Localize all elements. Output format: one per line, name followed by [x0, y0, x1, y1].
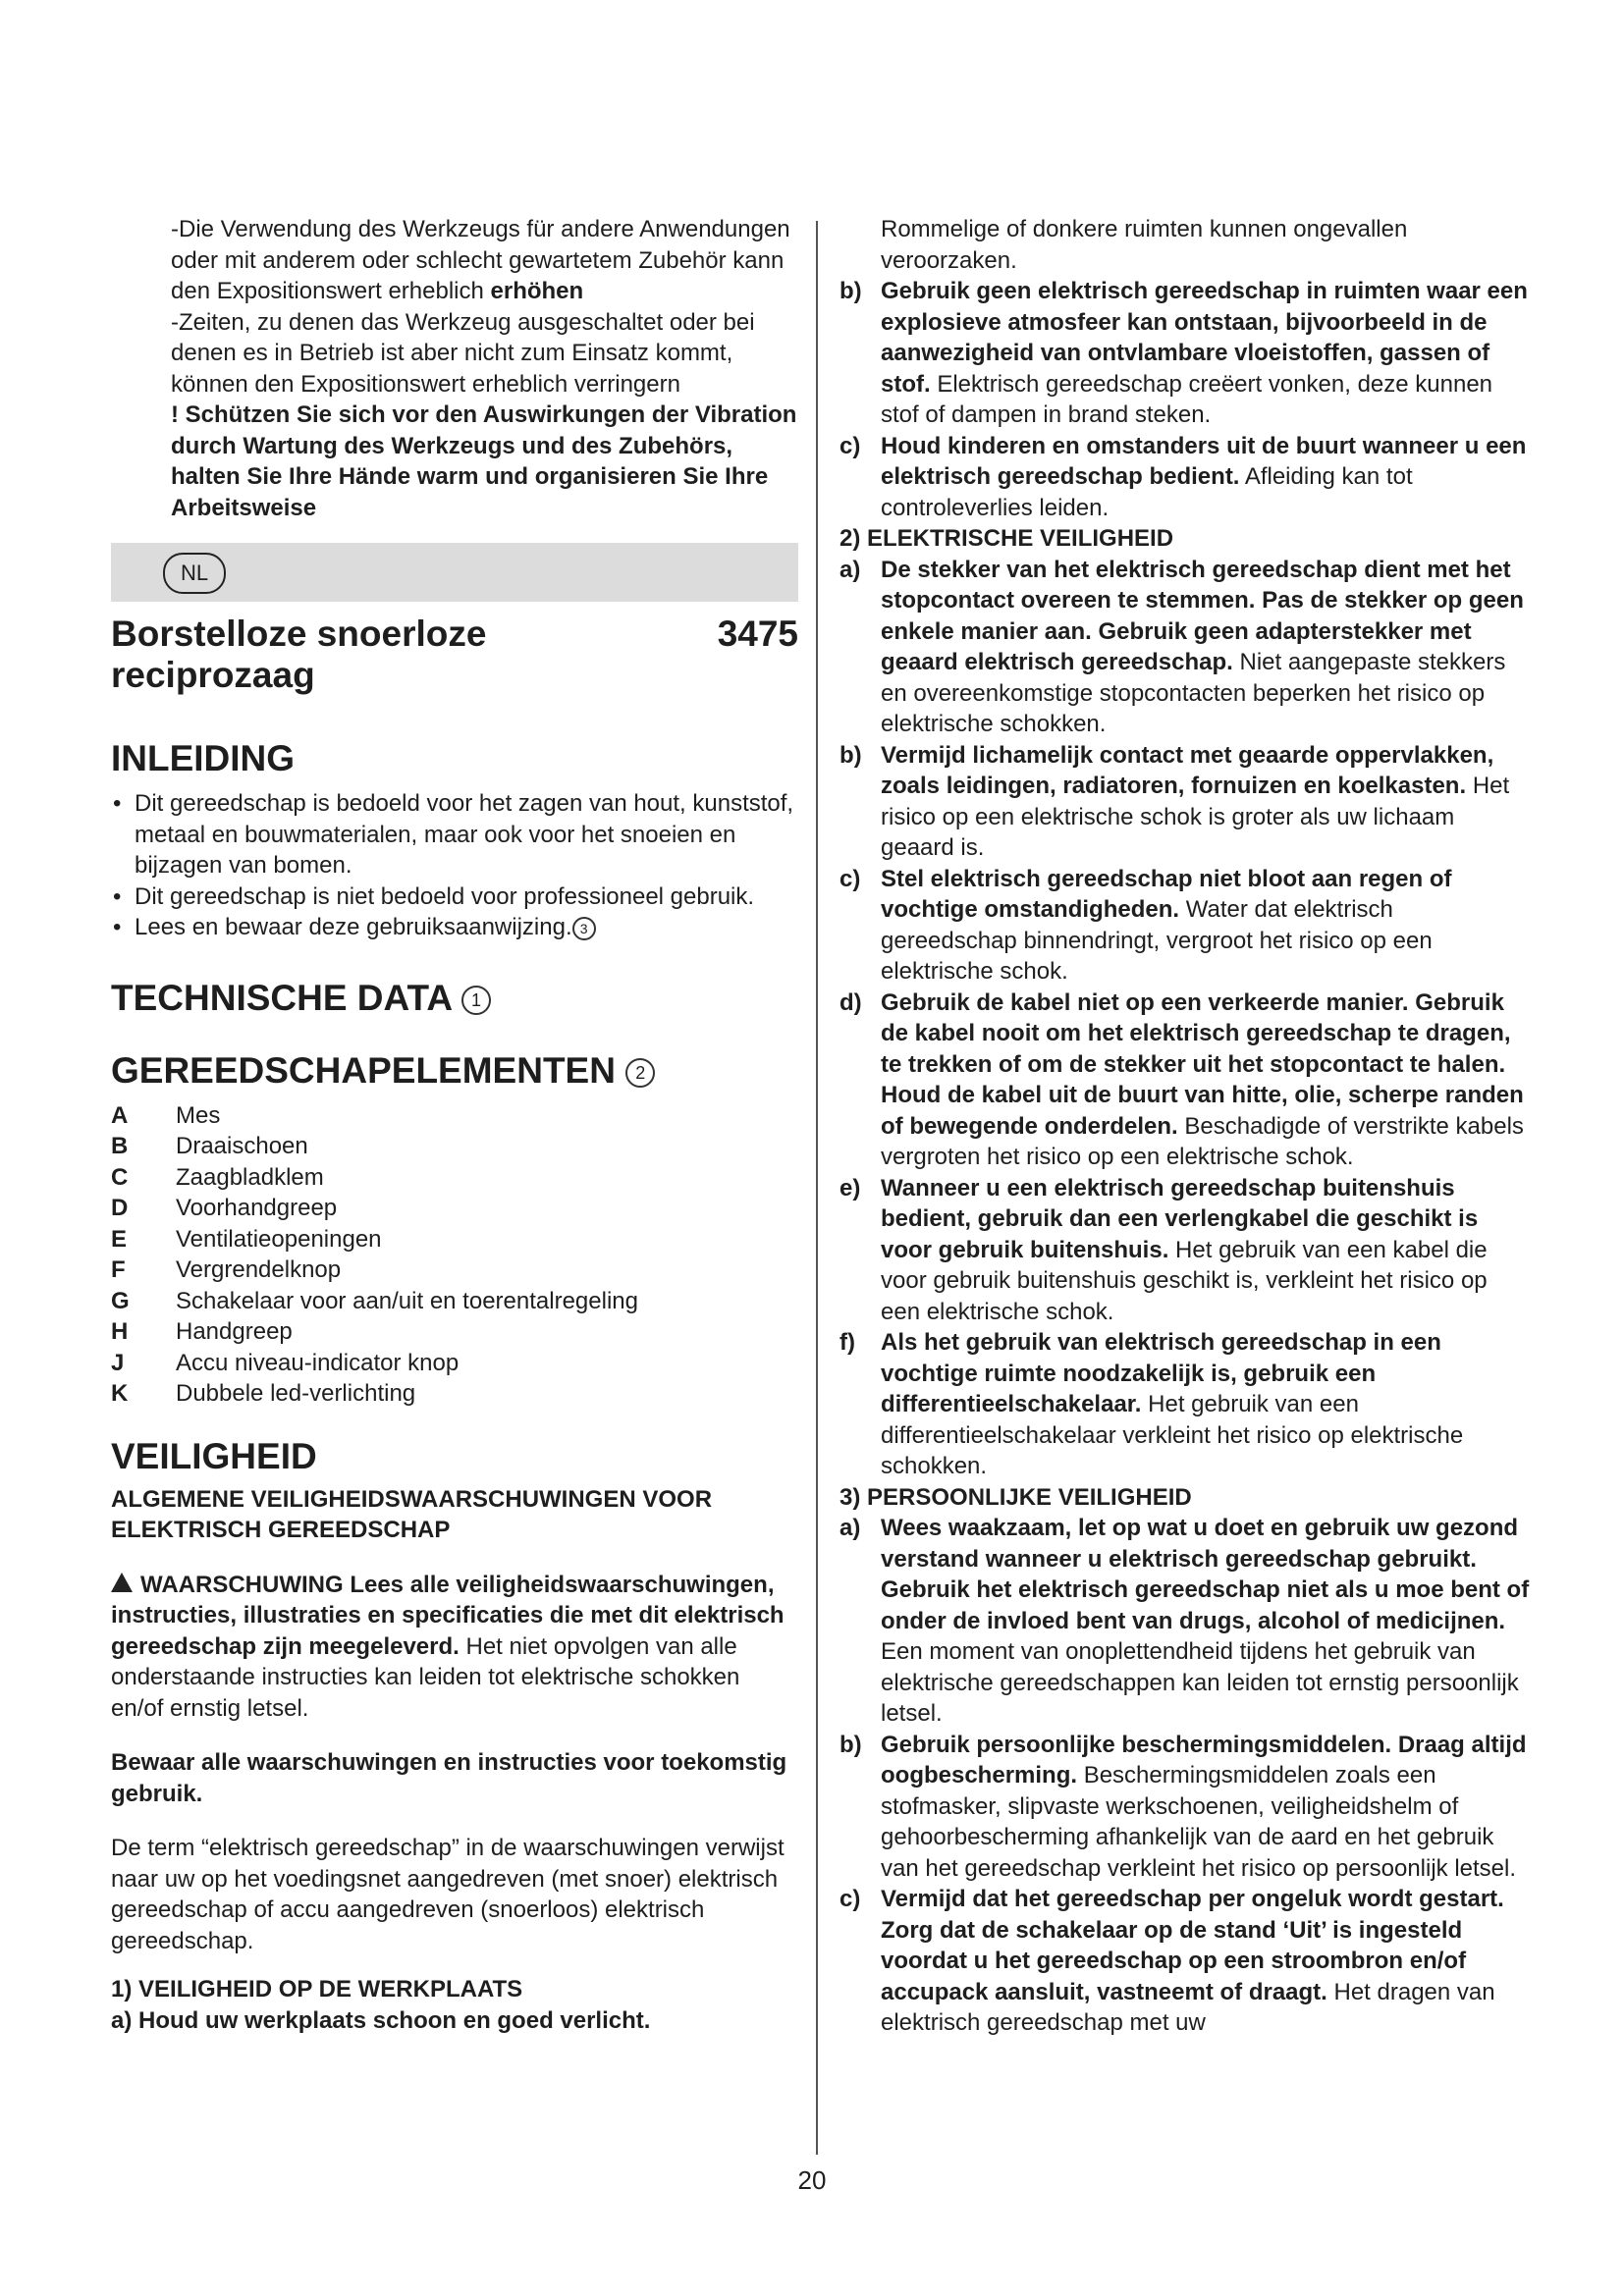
german-tail: -Die Verwendung des Werkzeugs für andere Anwendungen oder mit anderem oder schlecht gewartetem Zubehör kann den Expositionswert erheblich erhöhen -Zeiten, zu denen das Werkzeug ausgeschaltet oder bei denen es in Betrieb ist aber nicht zum Einsatz kommt, können den Expositionswert erheblich verringern ! Schützen Sie sich vor den Auswirkungen der Vibration durch Wartung des Werkzeugs und des Zubehörs, halten Sie Ihre Hände warm und organisieren Sie Ihre Arbeitsweise	[171, 216, 797, 521]
section-1a: a) Houd uw werkplaats schoon en goed verlicht.	[111, 2006, 651, 2034]
list-item: F Vergrendelknop	[111, 1256, 342, 1283]
parts-heading: GEREEDSCHAPELEMENTEN 2	[111, 1049, 798, 1093]
continued-text: Rommelige of donkere ruimten kunnen ongevallen veroorzaken.	[881, 216, 1408, 274]
list-item: b) Gebruik persoonlijke beschermingsmiddelen. Draag altijd oogbescherming. Beschermingsmiddelen zoals een stofmasker, slipvaste werkschoenen, veiligheidshelm of gehoorbescherming afhankelijk van de aard en het gebruik van het gereedschap verkleint het risico op persoonlijk letsel.	[839, 1731, 1527, 1882]
list-item: • Dit gereedschap is bedoeld voor het zagen van hout, kunststof, metaal en bouwmaterialen, maar ook voor het snoeien en bijzagen van bomen.	[111, 788, 798, 881]
list-item: • Dit gereedschap is niet bedoeld voor professioneel gebruik.	[111, 881, 798, 913]
keep-instructions: Bewaar alle waarschuwingen en instructies voor toekomstig gebruik.	[111, 1749, 787, 1807]
term-definition: De term “elektrisch gereedschap” in de waarschuwingen verwijst naar uw op het voedingsnet aangedreven (met snoer) elektrisch gereedschap of accu aangedreven (snoerloos) elektrisch gereedschap.	[111, 1835, 785, 1954]
list-item: K Dubbele led-verlichting	[111, 1380, 416, 1407]
list-item: G Schakelaar voor aan/uit en toerentalregeling	[111, 1287, 638, 1314]
list-item: A Mes	[111, 1101, 221, 1129]
warning-paragraph: WAARSCHUWING Lees alle veiligheidswaarschuwingen, instructies, illustraties en specificaties die met dit elektrisch gereedschap zijn meegeleverd. Het niet opvolgen van alle onderstaande instructies kan leiden tot elektrische schokken en/of ernstig letsel.	[111, 1571, 785, 1722]
list-item: E Ventilatieopeningen	[111, 1225, 382, 1253]
column-divider	[816, 221, 818, 2155]
list-item: f) Als het gebruik van elektrisch gereedschap in een vochtige ruimte noodzakelijk is, gebruik een differentieelschakelaar. Het gebruik van een differentieelschakelaar verkleint het risico op elektrische schokken.	[839, 1329, 1464, 1479]
section-2-heading: 2) ELEKTRISCHE VEILIGHEID	[839, 525, 1174, 552]
section-3-heading: 3) PERSOONLIJKE VEILIGHEID	[839, 1483, 1192, 1511]
list-item: D Voorhandgreep	[111, 1195, 338, 1221]
model-number: 3475	[717, 614, 798, 654]
left-column	[111, 214, 798, 2036]
safety-subheading: ALGEMENE VEILIGHEIDSWAARSCHUWINGEN VOOR ELEKTRISCH GEREEDSCHAP	[111, 1485, 713, 1543]
figure-ref-3: 3	[572, 917, 596, 940]
list-item: H Handgreep	[111, 1318, 293, 1345]
list-item: • Lees en bewaar deze gebruiksaanwijzing. 3	[111, 912, 798, 943]
list-item: C Zaagbladklem	[111, 1163, 324, 1191]
intro-list	[111, 788, 798, 943]
parts-list	[111, 1100, 798, 1410]
language-bar	[111, 543, 798, 602]
list-item: c) Stel elektrisch gereedschap niet bloot aan regen of vochtige omstandigheden. Water dat elektrisch gereedschap binnendringt, vergroot het risico op een elektrische schok.	[839, 865, 1452, 985]
list-item: c) Vermijd dat het gereedschap per ongeluk wordt gestart. Zorg dat de schakelaar op de stand ‘Uit’ is ingesteld voordat u het gereedschap op een stroombron en/of accupack aansluit, vastneemt of draagt. Het dragen van elektrisch gereedschap met uw	[839, 1886, 1504, 2036]
list-item: a) Wees waakzaam, let op wat u doet en gebruik uw gezond verstand wanneer u elektrisch gereedschap gebruikt. Gebruik het elektrisch gereedschap niet als u moe bent of onder de invloed bent van drugs, alcohol of medicijnen. Een moment van onoplettendheid tijdens het gebruik van elektrische gereedschappen kan leiden tot ernstig persoonlijk letsel.	[839, 1515, 1530, 1727]
tech-heading: TECHNISCHE DATA 1	[111, 977, 798, 1020]
list-item: d) Gebruik de kabel niet op een verkeerde manier. Gebruik de kabel nooit om het elektrisch gereedschap te dragen, te trekken of om de stekker uit het stopcontact te halen. Houd de kabel uit de buurt van hitte, olie, scherpe randen of bewegende onderdelen. Beschadigde of verstrikte kabels vergroten het risico op een elektrische schok.	[839, 988, 1524, 1170]
figure-ref-2: 2	[625, 1058, 655, 1088]
safety-heading: VEILIGHEID	[111, 1435, 317, 1476]
list-item: b) Vermijd lichamelijk contact met geaarde oppervlakken, zoals leidingen, radiatoren, fornuizen en koelkasten. Het risico op een elektrische schok is groter als uw lichaam geaard is.	[839, 741, 1510, 861]
list-item: c) Houd kinderen en omstanders uit de buurt wanneer u een elektrisch gereedschap bedient. Afleiding kan tot controleverlies leiden.	[839, 432, 1527, 521]
right-column	[839, 214, 1532, 2039]
intro-heading: INLEIDING	[111, 738, 296, 778]
page-number: 20	[797, 2165, 827, 2195]
list-item: J Accu niveau-indicator knop	[111, 1349, 460, 1376]
product-title: Borstelloze snoerloze reciprozaag 3475	[111, 614, 798, 695]
section-1-heading: 1) VEILIGHEID OP DE WERKPLAATS	[111, 1976, 523, 2002]
language-badge: NL	[163, 553, 226, 594]
list-item: B Draaischoen	[111, 1133, 308, 1159]
figure-ref-1: 1	[461, 986, 491, 1015]
list-item: b) Gebruik geen elektrisch gereedschap in ruimten waar een explosieve atmosfeer kan ontstaan, bijvoorbeeld in de aanwezigheid van ontvlambare vloeistoffen, gassen of stof. Elektrisch gereedschap creëert vonken, deze kunnen stof of dampen in brand steken.	[839, 278, 1528, 428]
list-item: e) Wanneer u een elektrisch gereedschap buitenshuis bedient, gebruik dan een verlengkabel die geschikt is voor gebruik buitenshuis. Het gebruik van een kabel die voor gebruik buitenshuis geschikt is, verkleint het risico op een elektrische schok.	[839, 1174, 1488, 1325]
warning-icon	[111, 1573, 133, 1592]
list-item: a) De stekker van het elektrisch gereedschap dient met het stopcontact overeen te stemmen. Pas de stekker op geen enkele manier aan. Gebruik geen adapterstekker met geaard elektrisch gereedschap. Niet aangepaste stekkers en overeenkomstige stopcontacten beperken het risico op elektrische schokken.	[839, 556, 1524, 737]
